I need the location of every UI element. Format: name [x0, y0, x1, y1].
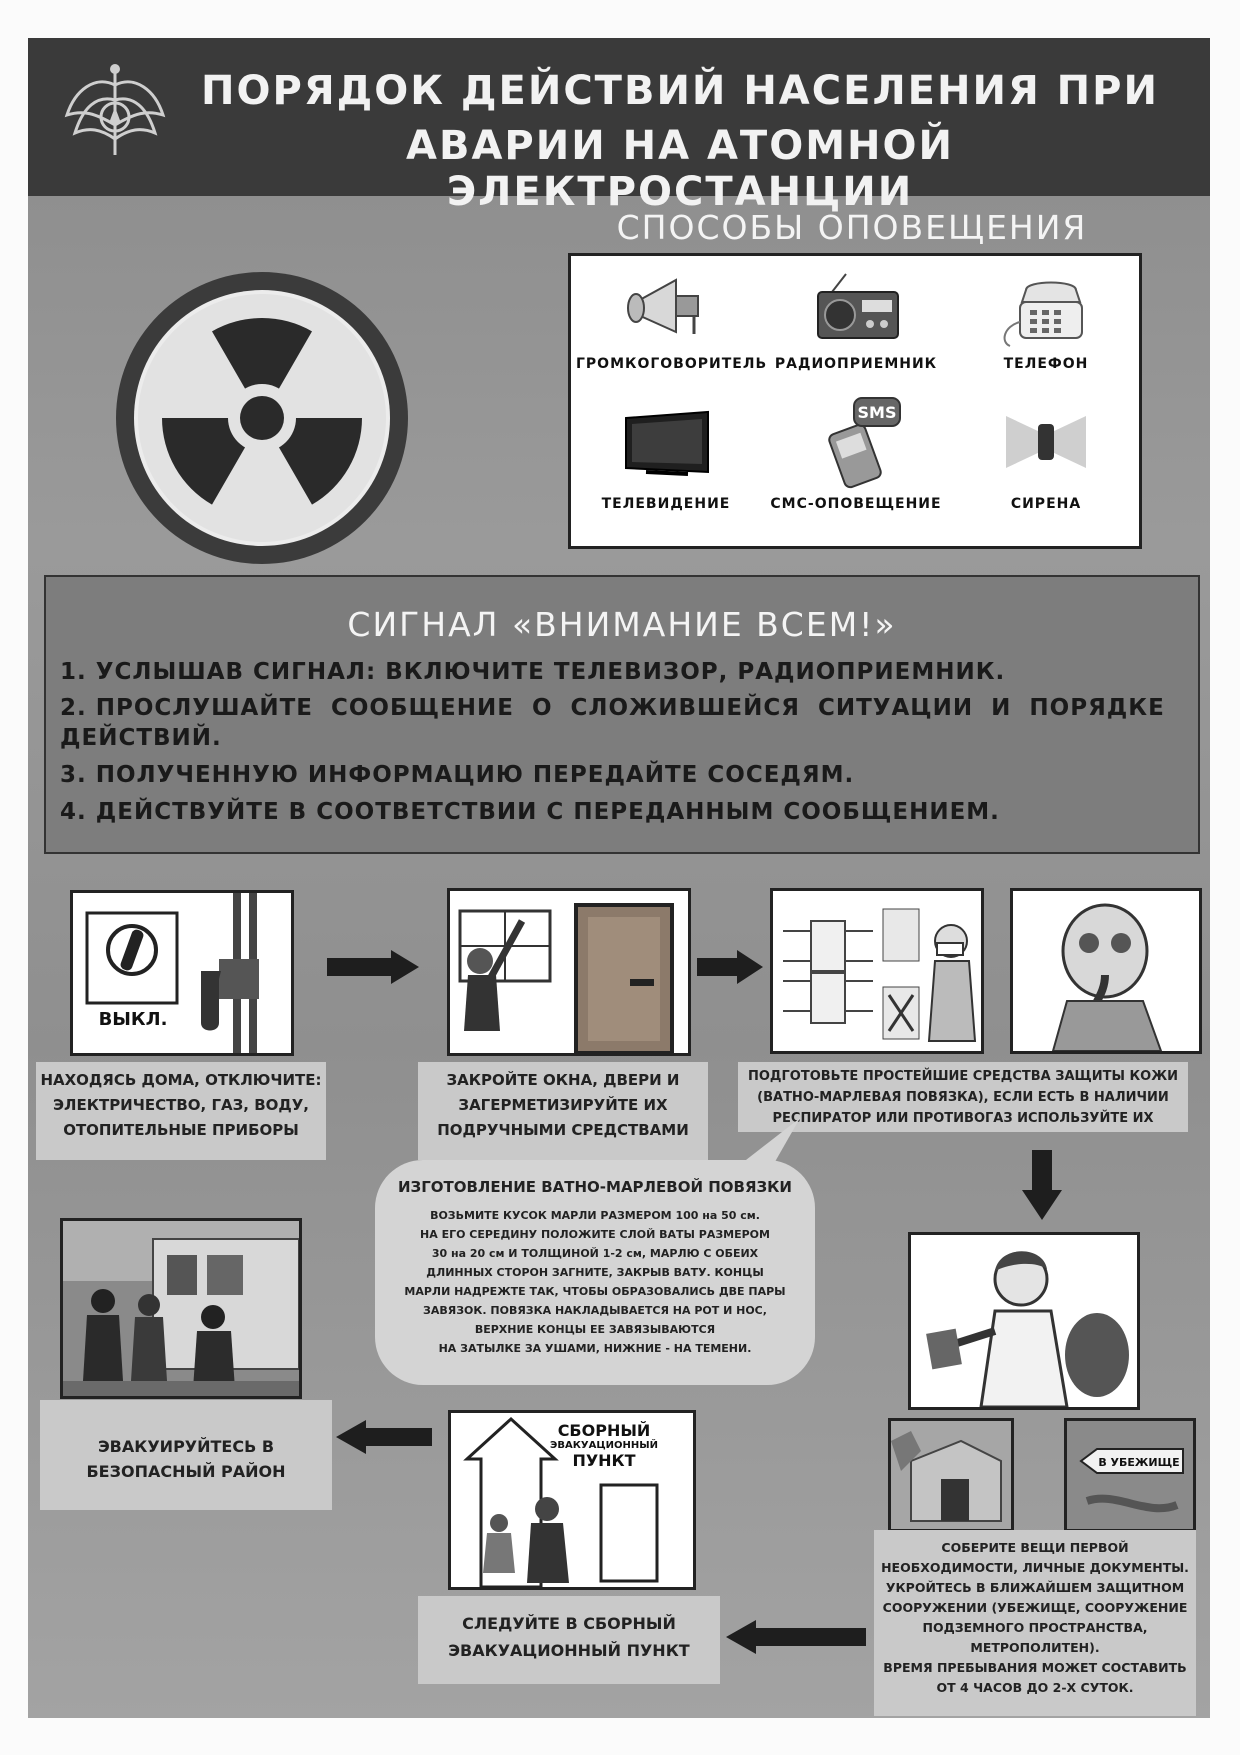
assembly-sign-line: СБОРНЫЙ — [557, 1421, 651, 1440]
bubble-line: ВЕРХНИЕ КОНЦЫ ЕЕ ЗАВЯЗЫВАЮТСЯ — [474, 1323, 716, 1336]
caption-line: ЭВАКУИРУЙТЕСЬ В — [97, 1437, 275, 1456]
gas-mask-illustration — [1013, 891, 1199, 1051]
photo-shelter-entrance — [888, 1418, 1014, 1532]
method-siren — [956, 392, 1136, 512]
loudspeaker-icon — [616, 262, 716, 352]
caption-line: ЗАКРОЙТЕ ОКНА, ДВЕРИ И — [446, 1071, 680, 1089]
caption-line: СОБЕРИТЕ ВЕЩИ ПЕРВОЙ — [941, 1540, 1129, 1555]
caption-line: ВРЕМЯ ПРЕБЫВАНИЯ МОЖЕТ СОСТАВИТЬ — [883, 1660, 1187, 1675]
caption-line: ОТОПИТЕЛЬНЫЕ ПРИБОРЫ — [63, 1121, 299, 1139]
caption-step-3 — [738, 1062, 1188, 1132]
notification-title: СПОСОБЫ ОПОВЕЩЕНИЯ — [616, 208, 1088, 247]
caption-line: ПОДРУЧНЫМИ СРЕДСТВАМИ — [437, 1121, 689, 1139]
method-sms — [766, 392, 946, 512]
method-label: ГРОМКОГОВОРИТЕЛЬ — [576, 356, 768, 372]
method-label: СИРЕНА — [1010, 496, 1082, 512]
bubble-body — [375, 1206, 815, 1358]
arrow-left-icon — [726, 1620, 866, 1654]
telephone-icon — [996, 262, 1096, 352]
caption-step-1 — [36, 1062, 326, 1160]
assembly-sign-line: ПУНКТ — [572, 1451, 636, 1470]
panel-close-windows — [447, 888, 691, 1056]
caption-line: РЕСПИРАТОР ИЛИ ПРОТИВОГАЗ ИСПОЛЬЗУЙТЕ ИХ — [772, 1111, 1154, 1126]
bubble-line: МАРЛИ НАДРЕЖТЕ ТАК, ЧТОБЫ ОБРАЗОВАЛИСЬ ДВЕ ПАРЫ — [404, 1285, 786, 1298]
shelter-sign-photo — [1067, 1421, 1193, 1529]
signal-line-2: 2. ПРОСЛУШАЙТЕ СООБЩЕНИЕ О СЛОЖИВШЕЙСЯ СИТУАЦИИ И ПОРЯДКЕ — [60, 695, 1165, 721]
emergency-ministry-emblem-icon — [55, 55, 175, 175]
bubble-line: ДЛИННЫХ СТОРОН ЗАГНИТЕ, ЗАКРЫВ ВАТУ. КОНЦЫ — [426, 1266, 764, 1279]
arrow-right-icon — [697, 950, 763, 984]
arrow-left-icon — [336, 1420, 432, 1454]
gauze-mask-instructions-bubble — [375, 1160, 815, 1385]
caption-line: УКРОЙТЕСЬ В БЛИЖАЙШЕМ ЗАЩИТНОМ — [885, 1580, 1185, 1595]
radio-icon — [806, 262, 906, 352]
caption-line: ОТ 4 ЧАСОВ ДО 2-Х СУТОК. — [936, 1680, 1134, 1695]
caption-line: (ВАТНО-МАРЛЕВАЯ ПОВЯЗКА), ЕСЛИ ЕСТЬ В НАЛИЧИИ — [757, 1090, 1169, 1105]
photo-evacuation-bus — [60, 1218, 302, 1399]
photo-shelter-sign — [1064, 1418, 1196, 1532]
caption-line: ПОДГОТОВЬТЕ ПРОСТЕЙШИЕ СРЕДСТВА ЗАЩИТЫ КОЖИ — [747, 1069, 1178, 1084]
caption-line: ЭЛЕКТРИЧЕСТВО, ГАЗ, ВОДУ, — [52, 1096, 310, 1114]
signal-line-1: 1. УСЛЫШАВ СИГНАЛ: ВКЛЮЧИТЕ ТЕЛЕВИЗОР, РАДИОПРИЕМНИК. — [60, 659, 1006, 685]
caption-line: БЕЗОПАСНЫЙ РАЙОН — [86, 1462, 286, 1481]
signal-line-3: 3. ПОЛУЧЕННУЮ ИНФОРМАЦИЮ ПЕРЕДАЙТЕ СОСЕДЯМ. — [60, 762, 855, 788]
method-label: ТЕЛЕВИДЕНИЕ — [601, 496, 731, 512]
sms-phone-icon — [806, 392, 906, 492]
bubble-line: НА ЗАТЫЛКЕ ЗА УШАМИ, НИЖНИЕ - НА ТЕМЕНИ. — [438, 1342, 752, 1355]
signal-line-2b: ДЕЙСТВИЙ. — [60, 725, 222, 751]
bubble-title: ИЗГОТОВЛЕНИЕ ВАТНО-МАРЛЕВОЙ ПОВЯЗКИ — [398, 1178, 792, 1196]
switch-off-label: ВЫКЛ. — [98, 1009, 168, 1030]
evacuation-bus-photo — [63, 1221, 299, 1396]
method-radio — [766, 262, 946, 372]
bubble-line: ЗАВЯЗОК. ПОВЯЗКА НАКЛАДЫВАЕТСЯ НА РОТ И НОС, — [423, 1304, 767, 1317]
method-loudspeaker — [576, 262, 768, 372]
caption-assembly-point — [418, 1596, 720, 1684]
method-label: СМС-ОПОВЕЩЕНИЕ — [770, 496, 942, 512]
caption-line: СООРУЖЕНИИ (УБЕЖИЩЕ, СООРУЖЕНИЕ — [882, 1600, 1188, 1615]
assembly-sign-line: ЭВАКУАЦИОННЫЙ — [550, 1440, 658, 1451]
collect-documents-illustration — [911, 1235, 1137, 1407]
sms-badge-text: SMS — [857, 403, 897, 422]
bubble-line: НА ЕГО СЕРЕДИНУ ПОЛОЖИТЕ СЛОЙ ВАТЫ РАЗМЕРОМ — [420, 1228, 770, 1241]
arrow-down-icon — [1022, 1150, 1062, 1220]
assembly-sign — [519, 1421, 689, 1470]
bubble-line: 30 на 20 см И ТОЛЩИНОЙ 1-2 см, МАРЛЮ С ОБЕИХ — [431, 1247, 759, 1260]
caption-line: МЕТРОПОЛИТЕН). — [970, 1640, 1100, 1655]
caption-line: СЛЕДУЙТЕ В СБОРНЫЙ — [462, 1614, 676, 1633]
panel-collect-documents — [908, 1232, 1140, 1410]
caption-shelter — [874, 1530, 1196, 1716]
caption-line: НЕОБХОДИМОСТИ, ЛИЧНЫЕ ДОКУМЕНТЫ. — [881, 1560, 1189, 1575]
shelter-entrance-photo — [891, 1421, 1011, 1529]
signal-line-4: 4. ДЕЙСТВУЙТЕ В СООТВЕТСТВИИ С ПЕРЕДАННЫМ СООБЩЕНИЕМ. — [60, 799, 1000, 825]
method-label: ТЕЛЕФОН — [1003, 356, 1089, 372]
radiation-trefoil-icon — [112, 268, 412, 568]
siren-icon — [996, 392, 1096, 492]
caption-step-2 — [418, 1062, 708, 1160]
caption-evacuate — [40, 1400, 332, 1510]
panel-assembly-point — [448, 1410, 696, 1590]
caption-line: ЭВАКУАЦИОННЫЙ ПУНКТ — [448, 1641, 690, 1660]
page-title-line-2: АВАРИИ НА АТОМНОЙ ЭЛЕКТРОСТАНЦИИ — [406, 123, 954, 215]
caption-line: ПОДЗЕМНОГО ПРОСТРАНСТВА, — [922, 1620, 1148, 1635]
close-windows-illustration — [450, 891, 688, 1053]
method-tv — [576, 402, 756, 512]
signal-title: СИГНАЛ «ВНИМАНИЕ ВСЕМ!» — [347, 605, 897, 644]
signal-attention-box — [44, 575, 1200, 854]
caption-line: НАХОДЯСЬ ДОМА, ОТКЛЮЧИТЕ: — [40, 1071, 322, 1089]
method-telephone — [956, 262, 1136, 372]
tv-icon — [616, 402, 716, 492]
panel-gas-mask — [1010, 888, 1202, 1054]
page-title-line-1: ПОРЯДОК ДЕЙСТВИЙ НАСЕЛЕНИЯ ПРИ — [201, 68, 1159, 114]
panel-gauze-mask — [770, 888, 984, 1054]
shelter-sign-text: В УБЕЖИЩЕ — [1098, 1456, 1180, 1469]
caption-line: ЗАГЕРМЕТИЗИРУЙТЕ ИХ — [458, 1096, 668, 1114]
panel-switch-off — [70, 890, 294, 1056]
method-label: РАДИОПРИЕМНИК — [774, 356, 938, 372]
bubble-line: ВОЗЬМИТЕ КУСОК МАРЛИ РАЗМЕРОМ 100 на 50 см. — [430, 1209, 760, 1222]
arrow-right-icon — [327, 950, 419, 984]
gauze-mask-illustration — [773, 891, 981, 1051]
notification-methods-box — [568, 253, 1142, 549]
